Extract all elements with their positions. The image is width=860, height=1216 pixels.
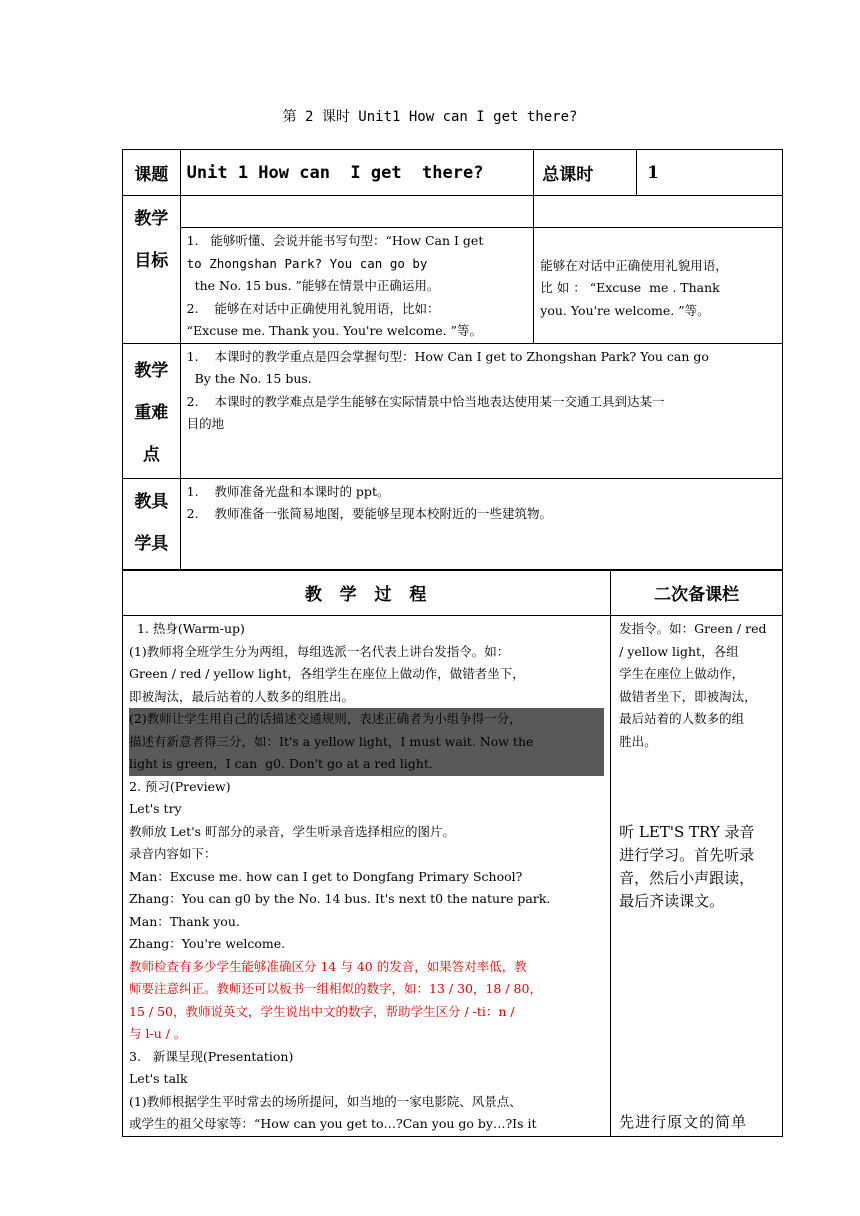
goal-right-cell: [534, 228, 783, 344]
course-label-cell: [123, 150, 181, 196]
goal-empty-left: [180, 196, 534, 228]
notes-header: 二次备课栏: [654, 585, 740, 605]
tools-label-cell: [123, 478, 181, 570]
notes-line: 发指令。如：Green / red: [619, 621, 767, 636]
notes-line: 听 LET'S TRY 录音: [619, 823, 755, 841]
process-line: Green / red / yellow light，各组学生在座位上做动作，做错者坐下，: [129, 666, 525, 681]
process-line: 录音内容如下：: [129, 846, 217, 861]
process-line: 或学生的祖父母家等：“How can you get to…?Can you go by…?Is it: [129, 1116, 537, 1131]
notes-block-3: 先进行原文的简单: [619, 1113, 748, 1131]
goal-left-line: “Excuse me. Thank you. You're welcome. ”等。: [186, 323, 482, 338]
goal-right-line: 比 如 ： “Excuse me . Thank: [540, 280, 720, 295]
notes-line: 做错者坐下，即被淘汰，: [619, 688, 757, 704]
key-label-2: 重难: [134, 402, 169, 423]
goal-left-line: the No. 15 bus. ”能够在情景中正确运用。: [186, 278, 440, 293]
notes-line: 进行学习。首先听录: [619, 846, 755, 864]
goal-left-line: 2. 能够在对话中正确使用礼貌用语，比如：: [186, 300, 440, 316]
key-line: 目的地: [186, 416, 225, 431]
lesson-info-table: [122, 149, 783, 571]
notes-block-2: [619, 821, 754, 913]
notes-line: 胜出。: [619, 733, 657, 749]
goal-left-cell: [180, 228, 534, 344]
process-line: Man：Excuse me. how can I get to Dongfang Primary School?: [129, 868, 523, 884]
goal-label-1: 教学: [134, 209, 169, 229]
process-line: (2)教师让学生用自己的话描述交通规则，表述正确者为小组争得一分，: [129, 708, 604, 731]
process-line: (1)教师将全班学生分为两组，每组选派一名代表上讲台发指令。如：: [129, 643, 510, 659]
process-header-cell: [123, 570, 611, 616]
total-value-cell: [637, 150, 783, 196]
tools-label-1: 教具: [134, 491, 169, 512]
goal-left-line: to Zhongshan Park? You can go by: [186, 255, 428, 271]
process-line: Let's try: [129, 801, 182, 816]
process-line: 1. 热身(Warm-up): [129, 621, 245, 636]
total-label: 总课时: [542, 165, 594, 185]
process-line: light is green，I can g0. Don't go at a red light.: [129, 753, 604, 776]
process-line: 2. 预习(Preview): [129, 778, 231, 794]
goal-right-line: 能够在对话中正确使用礼貌用语，: [540, 257, 728, 273]
notes-header-cell: [611, 570, 783, 616]
tools-label-2: 学具: [134, 533, 169, 554]
course-value-cell: [180, 150, 534, 196]
process-lines: [123, 616, 610, 1136]
notes-line: 学生在座位上做动作，: [619, 666, 745, 681]
process-table: [122, 569, 783, 1137]
notes-line: 音，然后小声跟读，: [619, 869, 755, 887]
tools-content-cell: [180, 478, 782, 570]
process-line: 教师检查有多少学生能够准确区分 14 与 40 的发音，如果答对率低，教: [129, 958, 527, 974]
process-line: Zhang：You're welcome.: [129, 936, 286, 951]
key-line: 1. 本课时的教学重点是四会掌握句型：How Can I get to Zhongshan Park? You can go: [186, 348, 709, 364]
goal-empty-right: [534, 196, 783, 228]
course-label: 课题: [134, 165, 169, 185]
key-content-cell: [180, 343, 782, 478]
process-line: 师要注意纠正。教师还可以板书一组相似的数字，如：13 / 30，18 / 80，: [129, 981, 542, 996]
tools-line: 2. 教师准备一张简易地图，要能够呈现本校附近的一些建筑物。: [186, 506, 552, 521]
process-line: Man：Thank you.: [129, 913, 240, 929]
notes-line: 最后齐读课文。: [619, 892, 725, 910]
key-label-cell: [123, 343, 181, 478]
process-content-cell: [123, 616, 611, 1137]
process-line: Zhang：You can g0 by the No. 14 bus. It's next t0 the nature park.: [129, 891, 551, 906]
goal-label-2: 目标: [134, 251, 169, 271]
process-line: 教师放 Let's 町部分的录音，学生听录音选择相应的图片。: [129, 823, 456, 839]
process-line: 描述有新意者得三分，如：It's a yellow light，I must wait. Now the: [129, 731, 604, 754]
key-label-1: 教学: [134, 360, 169, 381]
key-label-3: 点: [142, 444, 160, 465]
key-line: 2. 本课时的教学难点是学生能够在实际情景中恰当地表达使用某一交通工具到达某一: [186, 393, 665, 409]
goal-right-line: you. You're welcome. ”等。: [540, 302, 710, 318]
notes-content-cell: [611, 616, 783, 1137]
course-value: Unit 1 How can I get there?: [186, 162, 484, 183]
process-line: 15 / 50，教师说英文，学生说出中文的数字，帮助学生区分 / -ti：n /: [129, 1003, 515, 1019]
goal-label-cell: [123, 196, 181, 344]
total-value: 1: [647, 162, 660, 183]
process-line: 与 l-u / 。: [129, 1026, 187, 1041]
process-line: (1)教师根据学生平时常去的场所提问，如当地的一家电影院、风景点、: [129, 1093, 522, 1109]
tools-line: 1. 教师准备光盘和本课时的 ppt。: [186, 483, 390, 499]
page-title: 第 2 课时 Unit1 How can I get there?: [282, 109, 578, 125]
process-line: Let's talk: [129, 1071, 188, 1086]
process-header: 教 学 过 程: [304, 585, 429, 605]
key-line: By the No. 15 bus.: [186, 371, 312, 386]
total-label-cell: [534, 150, 637, 196]
process-line: 3. 新课呈现(Presentation): [129, 1048, 294, 1064]
notes-line: 最后站着的人数多的组: [619, 711, 745, 726]
goal-left-line: 1. 能够听懂、会说并能书写句型：“How Can I get: [186, 233, 484, 248]
notes-block-1: [611, 616, 782, 753]
notes-line: / yellow light，各组: [619, 643, 739, 659]
process-line: 即被淘汰，最后站着的人数多的组胜出。: [129, 688, 355, 704]
